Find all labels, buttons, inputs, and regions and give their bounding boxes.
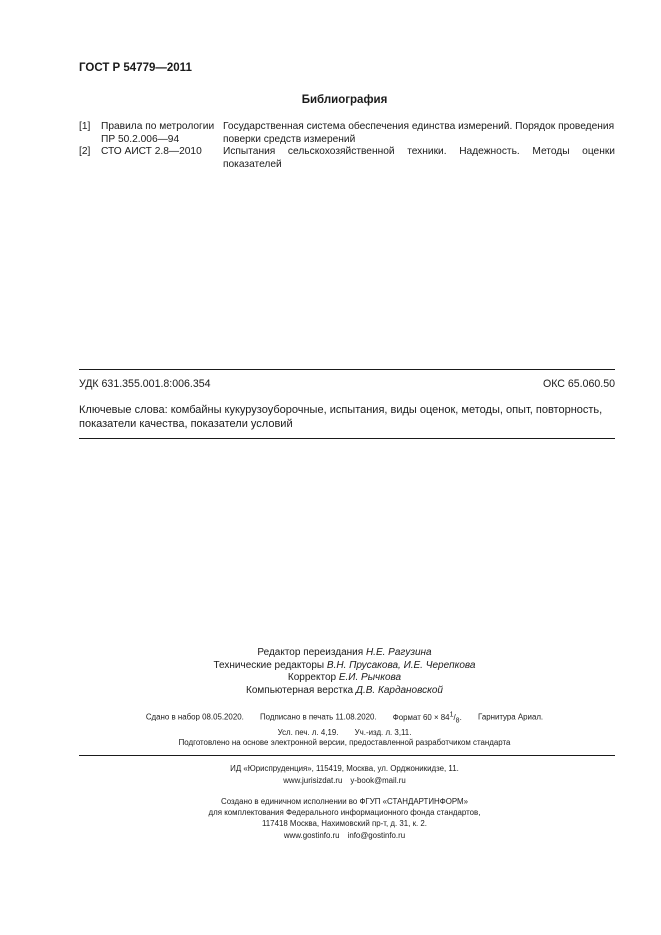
tech-editors-label: Технические редакторы <box>213 659 325 671</box>
bibliography-title: Библиография <box>301 94 388 106</box>
corrector-name: Е.И. Рычкова <box>338 672 402 684</box>
entry-source <box>101 121 223 146</box>
bibliography-entry <box>79 121 615 146</box>
publisher-info <box>0 763 661 786</box>
manufacturer-line: Создано в единичном исполнении во ФГУП «СТАНДАРТИНФОРМ» <box>221 797 468 806</box>
entry-number: [1] <box>79 121 91 132</box>
bibliography-entry <box>79 146 615 171</box>
manufacturer-site: www.gostinfo.ru <box>283 830 340 840</box>
entry-source-line: Правила по метрологии <box>101 121 215 132</box>
divider <box>79 369 615 370</box>
print-info <box>0 709 661 739</box>
font-info: Гарнитура Ариал. <box>477 712 544 722</box>
format: Формат $60 \times 84^1/_8$. <box>392 711 462 725</box>
entry-number: [2] <box>79 146 91 157</box>
publisher-site: www.jurisizdat.ru <box>283 775 343 785</box>
signed-date: Подписано в печать 11.08.2020. <box>260 712 377 722</box>
manufacturer-email: info@gostinfo.ru <box>347 830 406 840</box>
layout-name: Д.В. Кардановской <box>355 684 443 696</box>
publisher-email: y-book@mail.ru <box>350 775 406 785</box>
keywords-line: показатели качества, показатели условий <box>79 418 293 430</box>
corrector-label: Корректор <box>287 672 337 684</box>
udk-code: УДК 631.355.001.8:006.354 <box>79 378 211 390</box>
manufacturer-info <box>0 796 661 841</box>
manufacturer-line: 117418 Москва, Нахимовский пр-т, д. 31, к. 2. <box>261 819 427 829</box>
entry-description <box>223 121 615 146</box>
entry-source: СТО АИСТ 2.8—2010 <box>101 146 202 157</box>
manufacturer-line: для комплектования Федерального информационного фонда стандартов, <box>208 808 481 818</box>
entry-description-line: поверки средств измерений <box>223 133 356 145</box>
keywords <box>79 403 615 431</box>
set-date: Сдано в набор 08.05.2020. <box>145 712 244 722</box>
entry-source-line: ПР 50.2.006—94 <box>101 133 180 145</box>
tech-editors-names: В.Н. Прусакова, И.Е. Черепкова <box>326 659 476 671</box>
usl-sheets: Усл. печ. л. 4,19. <box>277 728 339 738</box>
credits <box>0 647 661 697</box>
divider <box>79 438 615 439</box>
uch-sheets: Уч.-изд. л. 3,11. <box>354 728 412 738</box>
prepared-note: Подготовлено на основе электронной версии, предоставленной разработчиком стандарта <box>178 738 511 747</box>
editor-name: Н.Е. Рагузина <box>365 647 432 658</box>
editor-label: Редактор переиздания <box>257 647 364 658</box>
publisher-address: ИД «Юриспруденция», 115419, Москва, ул. Орджоникидзе, 11. <box>230 764 459 773</box>
document-code: ГОСТ Р 54779—2011 <box>79 62 192 74</box>
oks-code: ОКС 65.060.50 <box>542 378 615 390</box>
entry-description: Испытания сельскохозяйственной техники. Надежность. Методы оценки показателей <box>223 146 615 170</box>
entry-description-line: Государственная система обеспечения единства измерений. Порядок проведения <box>223 121 615 132</box>
divider <box>79 755 615 756</box>
layout-label: Компьютерная верстка <box>246 684 354 696</box>
keywords-line: Ключевые слова: комбайны кукурузоуборочные, испытания, виды оценок, методы, опыт, повторность, <box>79 404 603 416</box>
